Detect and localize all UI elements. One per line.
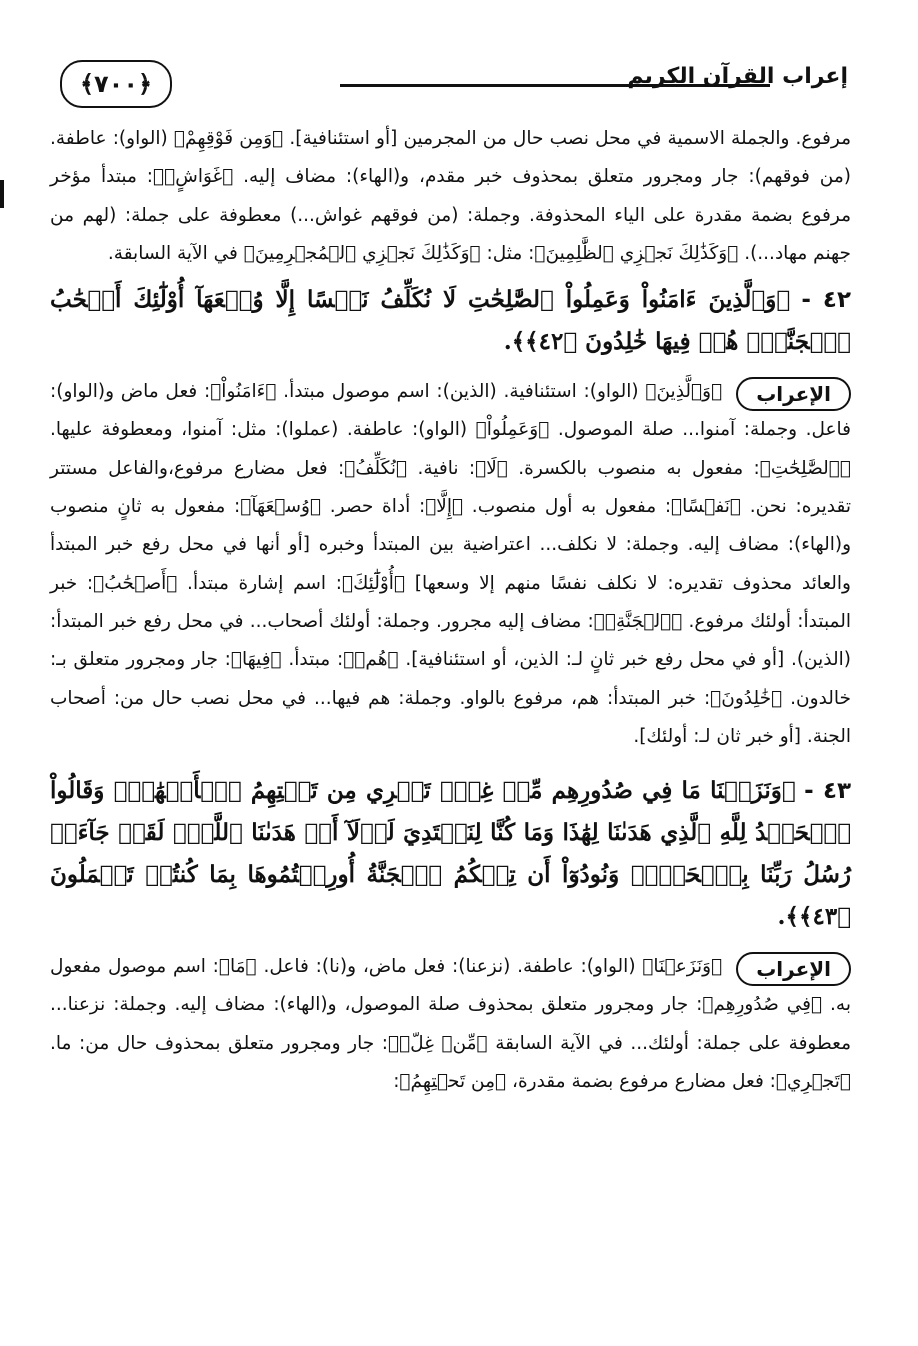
verse-43 [50, 770, 851, 938]
page-content [50, 120, 851, 1101]
verse-number: ٤٣ - [804, 778, 852, 805]
verse-42 [50, 279, 851, 363]
paragraph-continuation: مرفوع. والجملة الاسمية في محل نصب حال من المجرمين [أو استئنافية]. ﴿وَمِن فَوْقِهِمْ﴾ (الواو): عاطفة. (من فوقهم): جار ومجرور متعلق بمحذوف خبر مقدم، و(الهاء): مضاف إليه. ﴿غَوَاشٍۚ﴾: مبتدأ مؤخر مرفوع بضمة مقدرة على الياء المحذوفة. وجملة: (من فوقهم غواش...) معطوفة على جملة: (لهم من جهنم مهاد...). ﴿وَكَذَٰلِكَ نَجۡزِي ٱلظَّٰلِمِينَ﴾: مثل: ﴿وَكَذَٰلِكَ نَجۡزِي ٱلۡمُجۡرِمِينَ﴾ في الآية السابقة. [50, 128, 851, 264]
page-number: ﴿٧٠٠﴾ [60, 60, 172, 108]
irab-text: ﴿وَٱلَّذِينَ﴾ (الواو): استئنافية. (الذين): اسم موصول مبتدأ. ﴿ءَامَنُواْ﴾: فعل ماض و(الواو): فاعل. وجملة: آمنوا... صلة الموصول. ﴿وَعَمِلُواْ﴾ (الواو): عاطفة. (عملوا): مثل: آمنوا، ومعطوفة عليها. ﴿ٱلصَّٰلِحَٰتِ﴾: مفعول به منصوب بالكسرة. ﴿لَا﴾: نافية. ﴿نُكَلِّفُ﴾: فعل مضارع مرفوع،والفاعل مستتر تقديره: نحن. ﴿نَفۡسًا﴾: مفعول به أول منصوب. ﴿إِلَّا﴾: أداة حصر. ﴿وُسۡعَهَآ﴾: مفعول به ثانٍ منصوب و(الهاء): مضاف إليه. وجملة: لا نكلف... اعتراضية بين المبتدأ وخبره [أو أنها في محل رفع خبر المبتدأ والعائد محذوف تقديره: لا نكلف نفسًا منهم إلا وسعها] ﴿أُوْلَٰٓئِكَ﴾: اسم إشارة مبتدأ. ﴿أَصۡحَٰبُ﴾: خبر المبتدأ: أولئك مرفوع. ﴿ٱلۡجَنَّةِۖ﴾: مضاف إليه مجرور. وجملة: أولئك أصحاب... في محل رفع خبر المبتدأ: (الذين). [أو في محل رفع خبر ثانٍ لـ: الذين، أو استئنافية]. ﴿هُمۡ﴾: مبتدأ. ﴿فِيهَا﴾: جار ومجرور متعلق بـ: خالدون. ﴿خَٰلِدُونَ﴾: خبر المبتدأ: هم، مرفوع بالواو. وجملة: هم فيها... في محل نصب حال من: أصحاب الجنة. [أو خبر ثان لـ: أولئك]. [50, 381, 851, 747]
page-header [60, 60, 848, 110]
verse-number: ٤٢ - [801, 287, 851, 314]
irab-section-42 [50, 373, 851, 756]
verse-text: ﴿وَٱلَّذِينَ ءَامَنُواْ وَعَمِلُواْ ٱلصَّٰلِحَٰتِ لَا نُكَلِّفُ نَفۡسًا إِلَّا وُسۡعَهَآ أُوْلَٰٓئِكَ أَصۡحَٰبُ ٱلۡجَنَّةِۖ هُمۡ فِيهَا خَٰلِدُونَ ﴿٤٢﴾﴾. [50, 286, 851, 356]
irab-section-43 [50, 948, 851, 1101]
irab-text: ﴿وَنَزَعۡنَا﴾ (الواو): عاطفة. (نزعنا): فعل ماض، و(نا): فاعل. ﴿مَا﴾: اسم موصول مفعول به. ﴿فِي صُدُورِهِم﴾: جار ومجرور متعلق بمحذوف صلة الموصول، و(الهاء): مضاف إليه. وجملة: نزعنا... معطوفة على جملة: أولئك... في الآية السابقة ﴿مِّنۡ غِلّٖ﴾: جار ومجرور متعلق بمحذوف حال من: ما. ﴿تَجۡرِي﴾: فعل مضارع مرفوع بضمة مقدرة، ﴿مِن تَحۡتِهِمُ﴾: [50, 956, 851, 1093]
book-title: إعراب القرآن الكريم [627, 64, 848, 89]
irab-label: الإعراب [736, 952, 851, 986]
irab-label: الإعراب [736, 377, 851, 411]
verse-text: ﴿وَنَزَعۡنَا مَا فِي صُدُورِهِم مِّنۡ غِلّٖ تَجۡرِي مِن تَحۡتِهِمُ ٱلۡأَنۡهَٰرُۖ وَقَالُواْ ٱلۡحَمۡدُ لِلَّهِ ٱلَّذِي هَدَىٰنَا لِهَٰذَا وَمَا كُنَّا لِنَهۡتَدِيَ لَوۡلَآ أَنۡ هَدَىٰنَا ٱللَّهُۖ لَقَدۡ جَآءَتۡ رُسُلُ رَبِّنَا بِٱلۡحَقِّۖ وَنُودُوٓاْ أَن تِلۡكُمُ ٱلۡجَنَّةُ أُورِثۡتُمُوهَا بِمَا كُنتُمۡ تَعۡمَلُونَ ﴿٤٣﴾﴾. [50, 777, 851, 931]
margin-mark [0, 180, 4, 208]
